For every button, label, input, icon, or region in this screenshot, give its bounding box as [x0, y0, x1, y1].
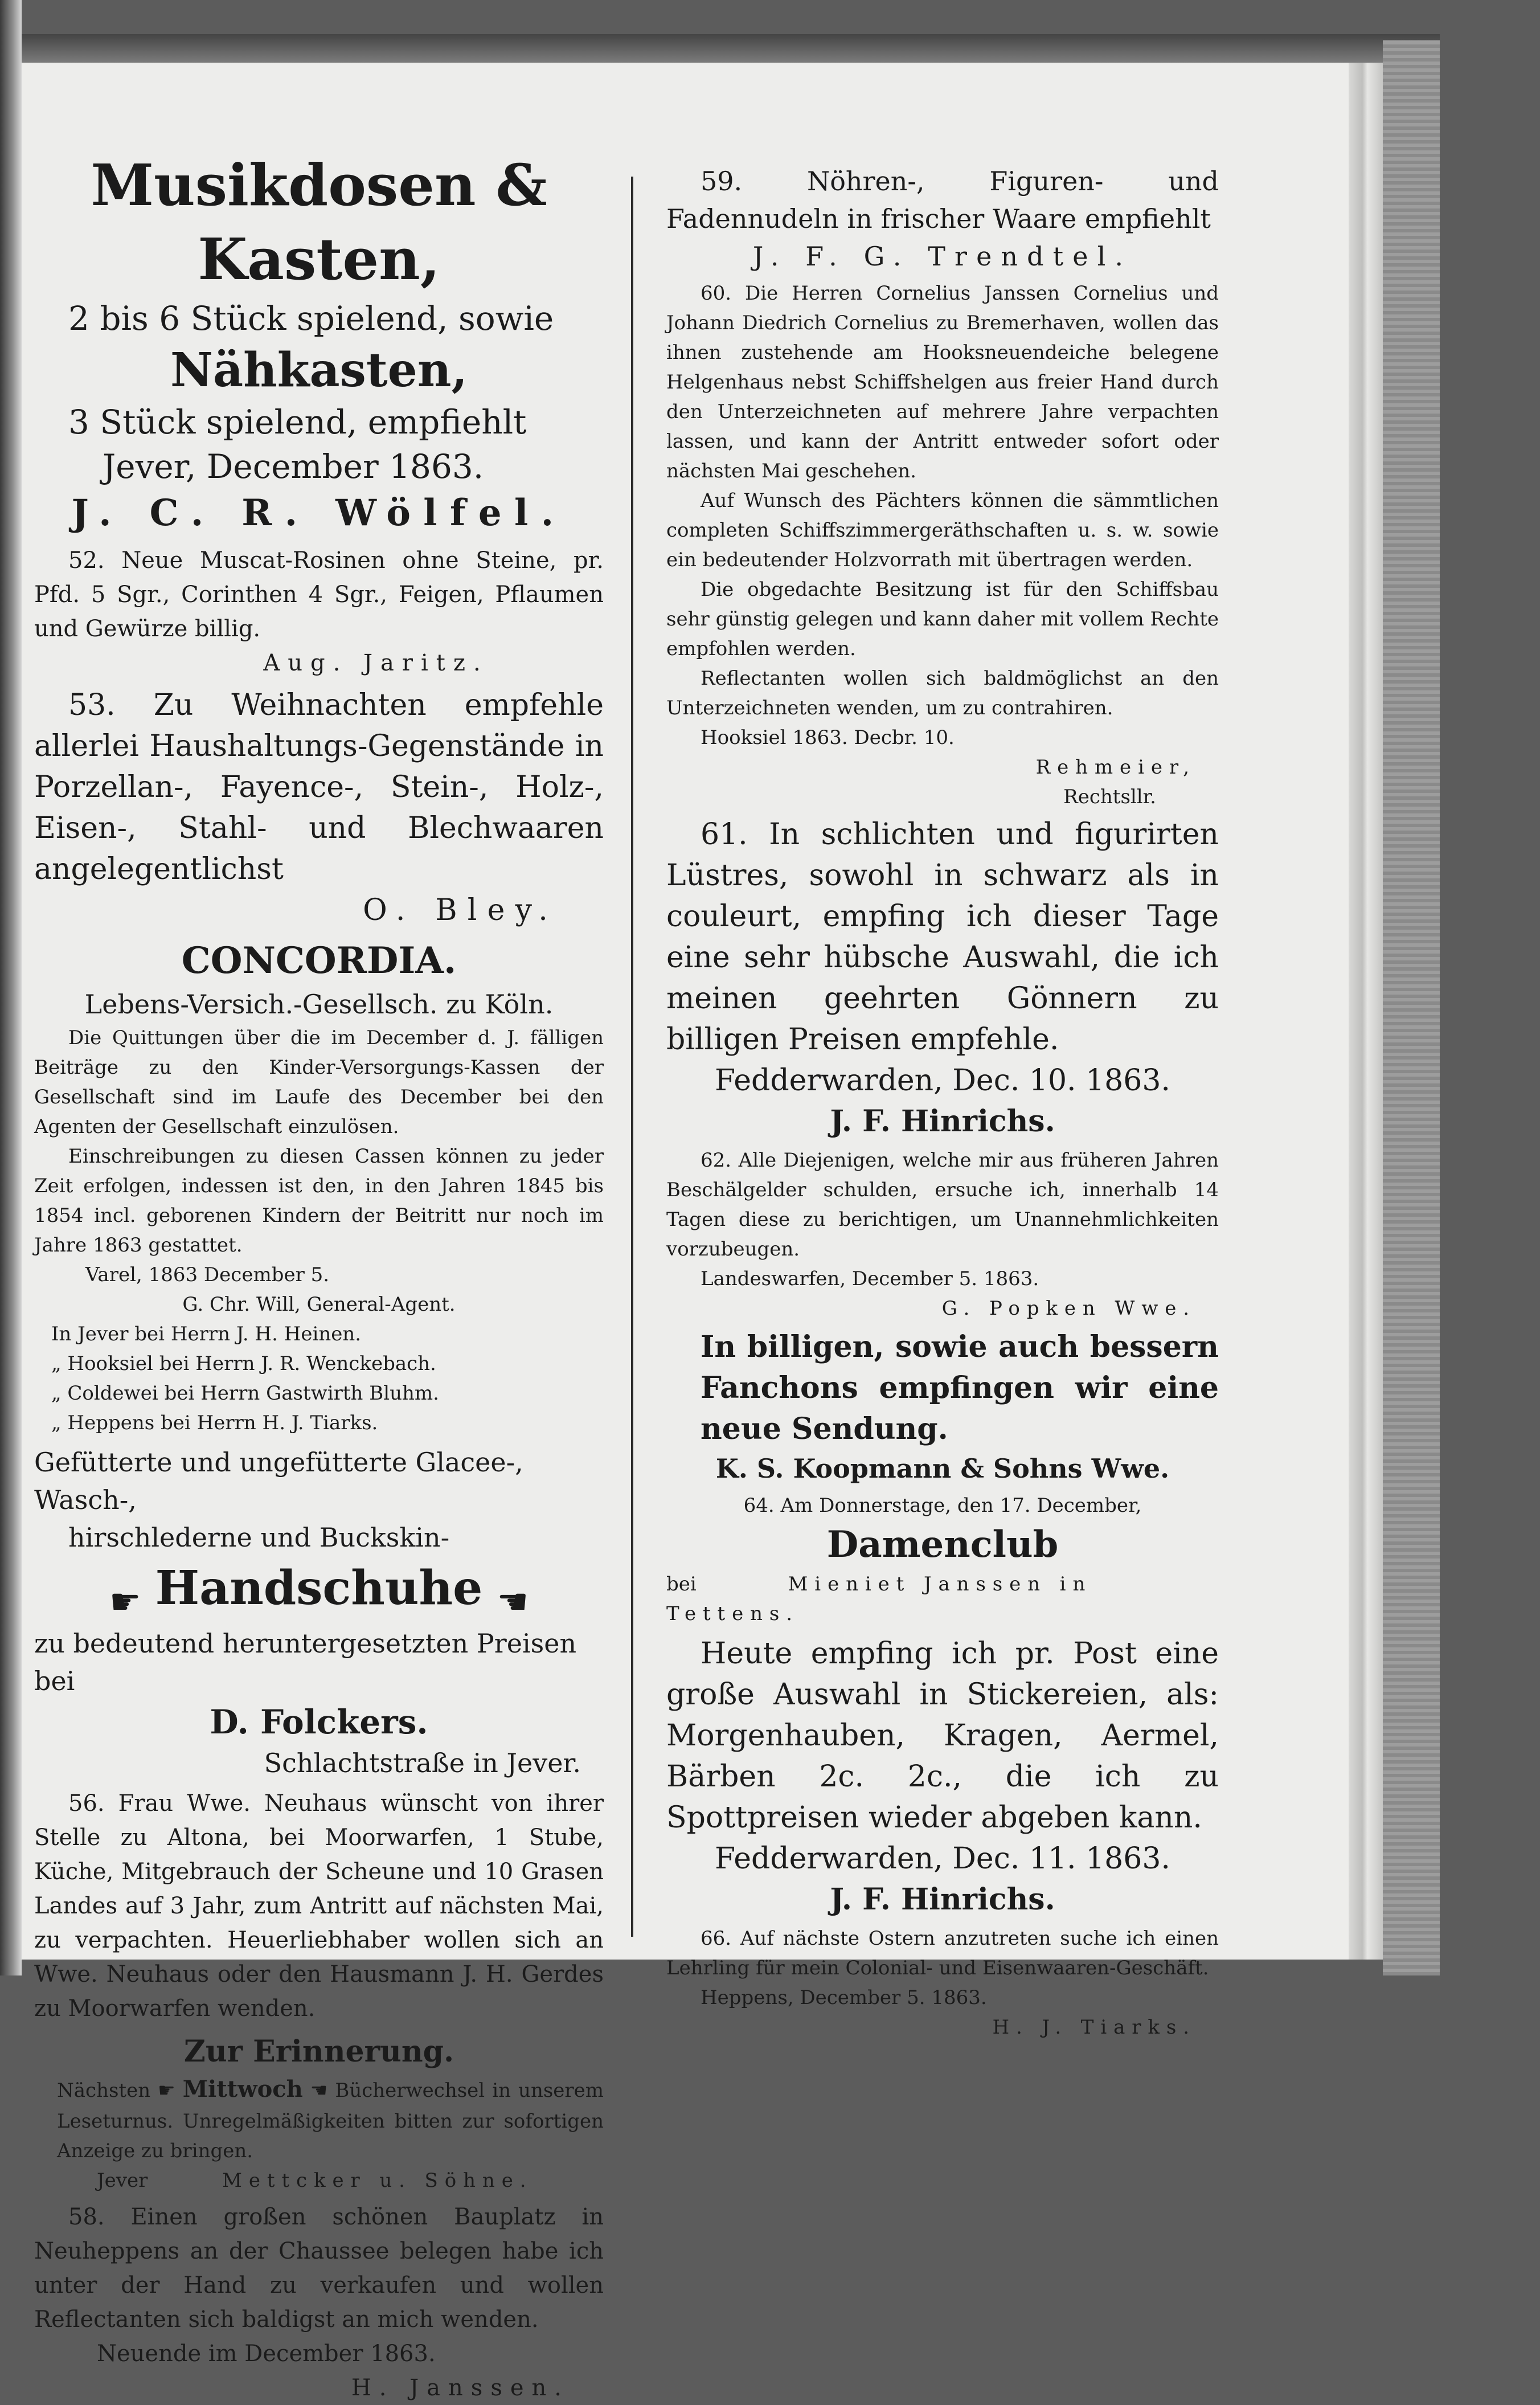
ad-erinnerung [34, 2031, 604, 2195]
ad56-text: 56. Frau Wwe. Neuhaus wünscht von ihrer Stelle zu Altona, bei Moorwarfen, 1 Stube, Küche, Mitgebrauch der Scheune und 10 Grasen Landes auf 3 Jahr, zum Antritt auf nächsten Mai, zu verpachten. Heuerliebhaber wollen sich an Wwe. Neuhaus oder den Hausmann J. H. Gerdes zu Moorwarfen wenden. [34, 1790, 604, 2022]
ad-fanchons [666, 1327, 1219, 1487]
ad61-text: 61. In schlichten und figurirten Lüstres, sowohl in schwarz als in couleurt, empfing ich dieser Tage eine sehr hübsche Auswahl, die ich meinen geehrten Gönnern zu billigen Preisen empfehle. [666, 817, 1219, 1057]
ad64-text: 64. Am Donnerstage, den 17. December, [743, 1494, 1142, 1517]
concordia-agent-line-1: In Jever bei Herrn J. H. Heinen. [51, 1323, 362, 1345]
ad-musikdosen [34, 148, 604, 538]
fanchons-signature: K. S. Koopmann & Sohns Wwe. [715, 1453, 1170, 1484]
concordia-agent-line-3: „ Coldewei bei Herrn Gastwirth Bluhm. [51, 1382, 439, 1405]
handschuhe-line: zu bedeutend heruntergesetzten Preisen bei [34, 1628, 577, 1696]
ad61-signature: J. F. Hinrichs. [830, 1104, 1055, 1139]
ad62-text: 62. Alle Diejenigen, welche mir aus früheren Jahren Beschälgelder schulden, ersuche ich, innerhalb 14 Tagen diese zu berichtigen, um Unannehmlichkeiten vorzubeugen. [666, 1149, 1219, 1261]
ad59-text: 59. Nöhren-, Figuren- und Fadennudeln in frischer Waare empfiehlt [666, 166, 1219, 234]
ad60-place: Hooksiel 1863. Decbr. 10. [701, 726, 955, 749]
hand-right-icon: ☛ [158, 2079, 175, 2102]
concordia-agent: G. Chr. Will, General-Agent. [182, 1293, 456, 1316]
ad64-title: Damenclub [826, 1523, 1059, 1566]
ad60-text2: Auf Wunsch des Pächters können die sämmtlichen completen Schiffszimmergeräthschaften u. s. w. sowie ein bedeutender Holzvorrath mit übertragen werden. [666, 489, 1219, 571]
ad53-text: 53. Zu Weihnachten empfehle allerlei Haushaltungs-Gegenstände in Porzellan-, Fayence-, Stein-, Holz-, Eisen-, Stahl- und Blechwaaren angelegentlichst [34, 688, 604, 886]
pointing-hand-right-icon: ☛ [109, 1581, 141, 1622]
erinnerung-body [34, 2072, 604, 2166]
ad64-prefix: bei [666, 1573, 697, 1596]
handschuhe-signature: D. Folckers. [210, 1703, 428, 1741]
ad61-place: Fedderwarden, Dec. 10. 1863. [715, 1064, 1170, 1098]
ad-stickereien [666, 1633, 1219, 1920]
ad66-text: 66. Auf nächste Ostern anzutreten suche ich einen Lehrling für mein Colonial- und Eisenwaaren-Geschäft. [666, 1927, 1219, 1979]
ad-61 [666, 814, 1219, 1142]
erinnerung-day: Mittwoch [182, 2076, 303, 2103]
ad-52 [34, 543, 604, 680]
ad66-signature: H. J. Tiarks. [992, 2016, 1196, 2039]
musikdosen-line4: Jever, December 1863. [103, 447, 484, 486]
page-gutter [1349, 63, 1383, 1960]
ad60-text1: 60. Die Herren Cornelius Janssen Cornelius und Johann Diedrich Cornelius zu Bremerhaven, wollen das ihnen zustehende am Hooksneuendeiche belegene Helgenhaus nebst Schiffshelgen aus freier Hand durch den Unterzeichneten auf mehrere Jahre verpachten lassen, und kann der Antritt entweder sofort oder nächsten Mai geschehen. [666, 282, 1219, 482]
ad60-text3: Die obgedachte Besitzung ist für den Schiffsbau sehr günstig gelegen und kann daher mit vollem Rechte empfohlen werden. [666, 578, 1219, 660]
concordia-agent-line-2: „ Hooksiel bei Herrn J. R. Wenckebach. [51, 1352, 436, 1375]
concordia-place: Varel, 1863 December 5. [85, 1263, 330, 1286]
previous-page-edge [0, 0, 22, 1975]
musikdosen-signature: J. C. R. Wölfel. [71, 492, 567, 534]
ad-64 [666, 1491, 1219, 1629]
handschuhe-heading [34, 1559, 604, 1622]
ad-60 [666, 279, 1219, 812]
ad-56 [34, 1786, 604, 2026]
erinnerung-title: Zur Erinnerung. [183, 2034, 454, 2069]
stickereien-signature: J. F. Hinrichs. [830, 1882, 1055, 1917]
ad62-place: Landeswarfen, December 5. 1863. [701, 1267, 1039, 1290]
ad-59 [666, 162, 1219, 275]
concordia-title: CONCORDIA. [181, 939, 457, 982]
ad60-text4: Reflectanten wollen sich baldmöglichst an den Unterzeichneten wenden, um zu contrahiren. [666, 667, 1219, 719]
handschuhe-title: Handschuhe [155, 1561, 483, 1615]
ad53-signature: O. Bley. [363, 893, 558, 927]
handschuhe-intro2: hirschlederne und Buckskin- [68, 1522, 450, 1553]
handschuhe-intro1: Gefütterte und ungefütterte Glacee-, Wasch-, [34, 1447, 523, 1515]
ad64-host: Mieniet Janssen in Tettens. [666, 1573, 1092, 1625]
hand-left-icon: ☚ [310, 2079, 328, 2102]
ad58-place: Neuende im December 1863. [97, 2341, 436, 2367]
left-column [34, 148, 604, 2405]
ad58-signature: H. Janssen. [351, 2375, 570, 2401]
ad52-text: 52. Neue Muscat-Rosinen ohne Steine, pr. Pfd. 5 Sgr., Corinthen 4 Sgr., Feigen, Pflaumen und Gewürze billig. [34, 547, 604, 642]
ad-62 [666, 1146, 1219, 1323]
concordia-subtitle: Lebens-Versich.-Gesellsch. zu Köln. [84, 989, 554, 1020]
book-top-edge [22, 34, 1440, 63]
musikdosen-line3: 3 Stück spielend, empfiehlt [68, 403, 527, 441]
book-page-stack [1383, 40, 1440, 1975]
ad60-signature: Rehmeier, [1035, 756, 1196, 779]
pointing-hand-left-icon: ☚ [497, 1581, 529, 1622]
stickereien-place: Fedderwarden, Dec. 11. 1863. [715, 1842, 1170, 1876]
concordia-text2: Einschreibungen zu diesen Cassen können zu jeder Zeit erfolgen, indessen ist den, in den Jahren 1845 bis 1854 incl. geborenen Kindern der Beitritt nur noch im Jahre 1863 gestattet. [34, 1145, 604, 1257]
ad-concordia [34, 936, 604, 1438]
erinnerung-footer [34, 2166, 604, 2195]
ad59-signature: J. F. G. Trendtel. [752, 241, 1133, 272]
ad58-text: 58. Einen großen schönen Bauplatz in Neuheppens an der Chaussee belegen habe ich unter der Hand zu verkaufen und wollen Reflectanten sich baldigst an mich wenden. [34, 2204, 604, 2333]
concordia-agent-line-4: „ Heppens bei Herrn H. J. Tiarks. [51, 1412, 378, 1434]
erinnerung-place: Jever [97, 2169, 148, 2192]
ad-handschuhe [34, 1443, 604, 1782]
erinnerung-text1: Nächsten [57, 2079, 151, 2102]
musikdosen-line2: Nähkasten, [170, 343, 468, 398]
musikdosen-title: Musikdosen & Kasten, [91, 152, 547, 293]
ad-58 [34, 2200, 604, 2405]
musikdosen-line1: 2 bis 6 Stück spielend, sowie [68, 299, 554, 338]
concordia-text1: Die Quittungen über die im December d. J. fälligen Beiträge zu den Kinder-Versorgungs-Kassen der Gesellschaft sind im Laufe des December bei den Agenten der Gesellschaft einzulösen. [34, 1026, 604, 1138]
fanchons-text: In billigen, sowie auch bessern Fanchons empfingen wir eine neue Sendung. [701, 1330, 1219, 1446]
column-divider [631, 177, 633, 1937]
erinnerung-text2: Bücherwechsel in unserem Leseturnus. Unregelmäßigkeiten bitten zur sofortigen Anzeige zu bringen. [57, 2079, 604, 2162]
ad-53 [34, 685, 604, 931]
ad66-place: Heppens, December 5. 1863. [701, 1986, 987, 2009]
ad-66 [666, 1924, 1219, 2042]
stickereien-text: Heute empfing ich pr. Post eine große Auswahl in Stickereien, als: Morgenhauben, Kragen, Aermel, Bärben 2c. 2c., die ich zu Spottpreisen wieder abgeben kann. [666, 1637, 1219, 1835]
handschuhe-address: Schlachtstraße in Jever. [264, 1748, 581, 1778]
ad62-signature: G. Popken Wwe. [941, 1297, 1196, 1320]
ad64-host-line [666, 1569, 1219, 1629]
right-column [666, 162, 1219, 2042]
ad60-role: Rechtsllr. [1063, 786, 1156, 808]
erinnerung-signature: Mettcker u. Söhne. [222, 2169, 533, 2192]
ad52-signature: Aug. Jaritz. [263, 650, 489, 676]
